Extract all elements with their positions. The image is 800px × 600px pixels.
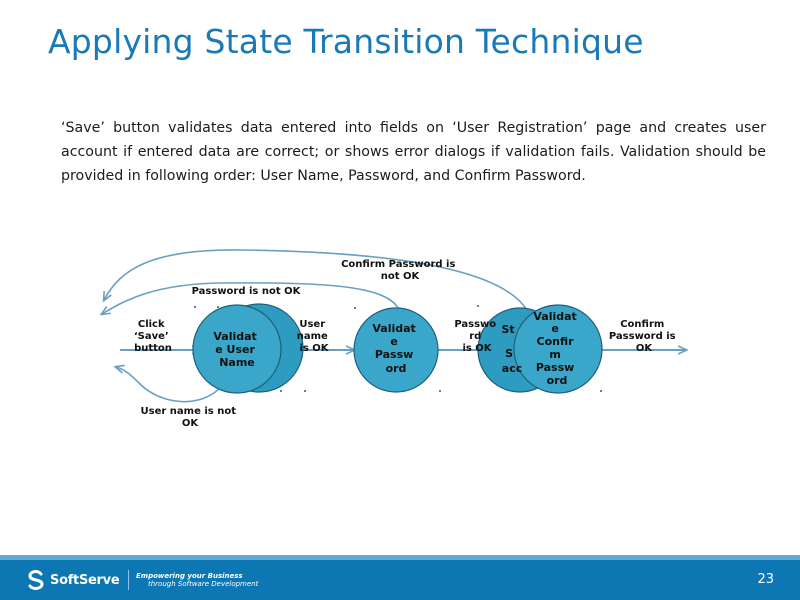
- slide-body-text: ‘Save’ button validates data entered into fields on ‘User Registration’ page and creates user account if entered data are correct; or shows error dialogs if validation fails. Validation should be provided in following order: User Name, Password, and Confirm Password.: [61, 120, 766, 184]
- transition-label-password-ok: Passwo rd is OK: [454, 319, 497, 354]
- transition-label-user-name-ok: User name is OK: [296, 319, 329, 354]
- footer-bar: [0, 560, 800, 600]
- transition-label-click-save: Click ‘Save’ button: [133, 319, 172, 354]
- transition-label-password-not-ok: Password is not OK: [191, 286, 301, 297]
- footer-tagline: [136, 572, 258, 588]
- transition-label-confirm-password-ok: Confirm Password is OK: [608, 319, 676, 354]
- state-label-validate-confirm-password: Validat e Confir m Passw ord: [533, 310, 577, 387]
- tagline-line-2: through Software Development: [148, 580, 259, 588]
- softserve-logo-icon: [26, 569, 46, 591]
- softserve-logo-text: SoftServe: [50, 572, 120, 588]
- softserve-logo: [26, 567, 119, 593]
- state-label-save-account: St S acc: [501, 323, 523, 375]
- transition-label-confirm-password-not-ok: Confirm Password is not OK: [341, 259, 456, 282]
- slide-title: Applying State Transition Technique: [48, 22, 644, 61]
- arrow-confirm-password-not-ok: [104, 250, 528, 312]
- footer-divider: [128, 570, 129, 590]
- state-label-validate-user-name: Validat e User Name: [213, 330, 257, 369]
- state-label-validate-password: Validat e Passw ord: [372, 322, 416, 375]
- page-number: 23: [757, 572, 774, 587]
- tagline-line-1: Empowering your Business: [136, 572, 243, 580]
- transition-label-user-name-not-ok: User name is not OK: [140, 406, 236, 429]
